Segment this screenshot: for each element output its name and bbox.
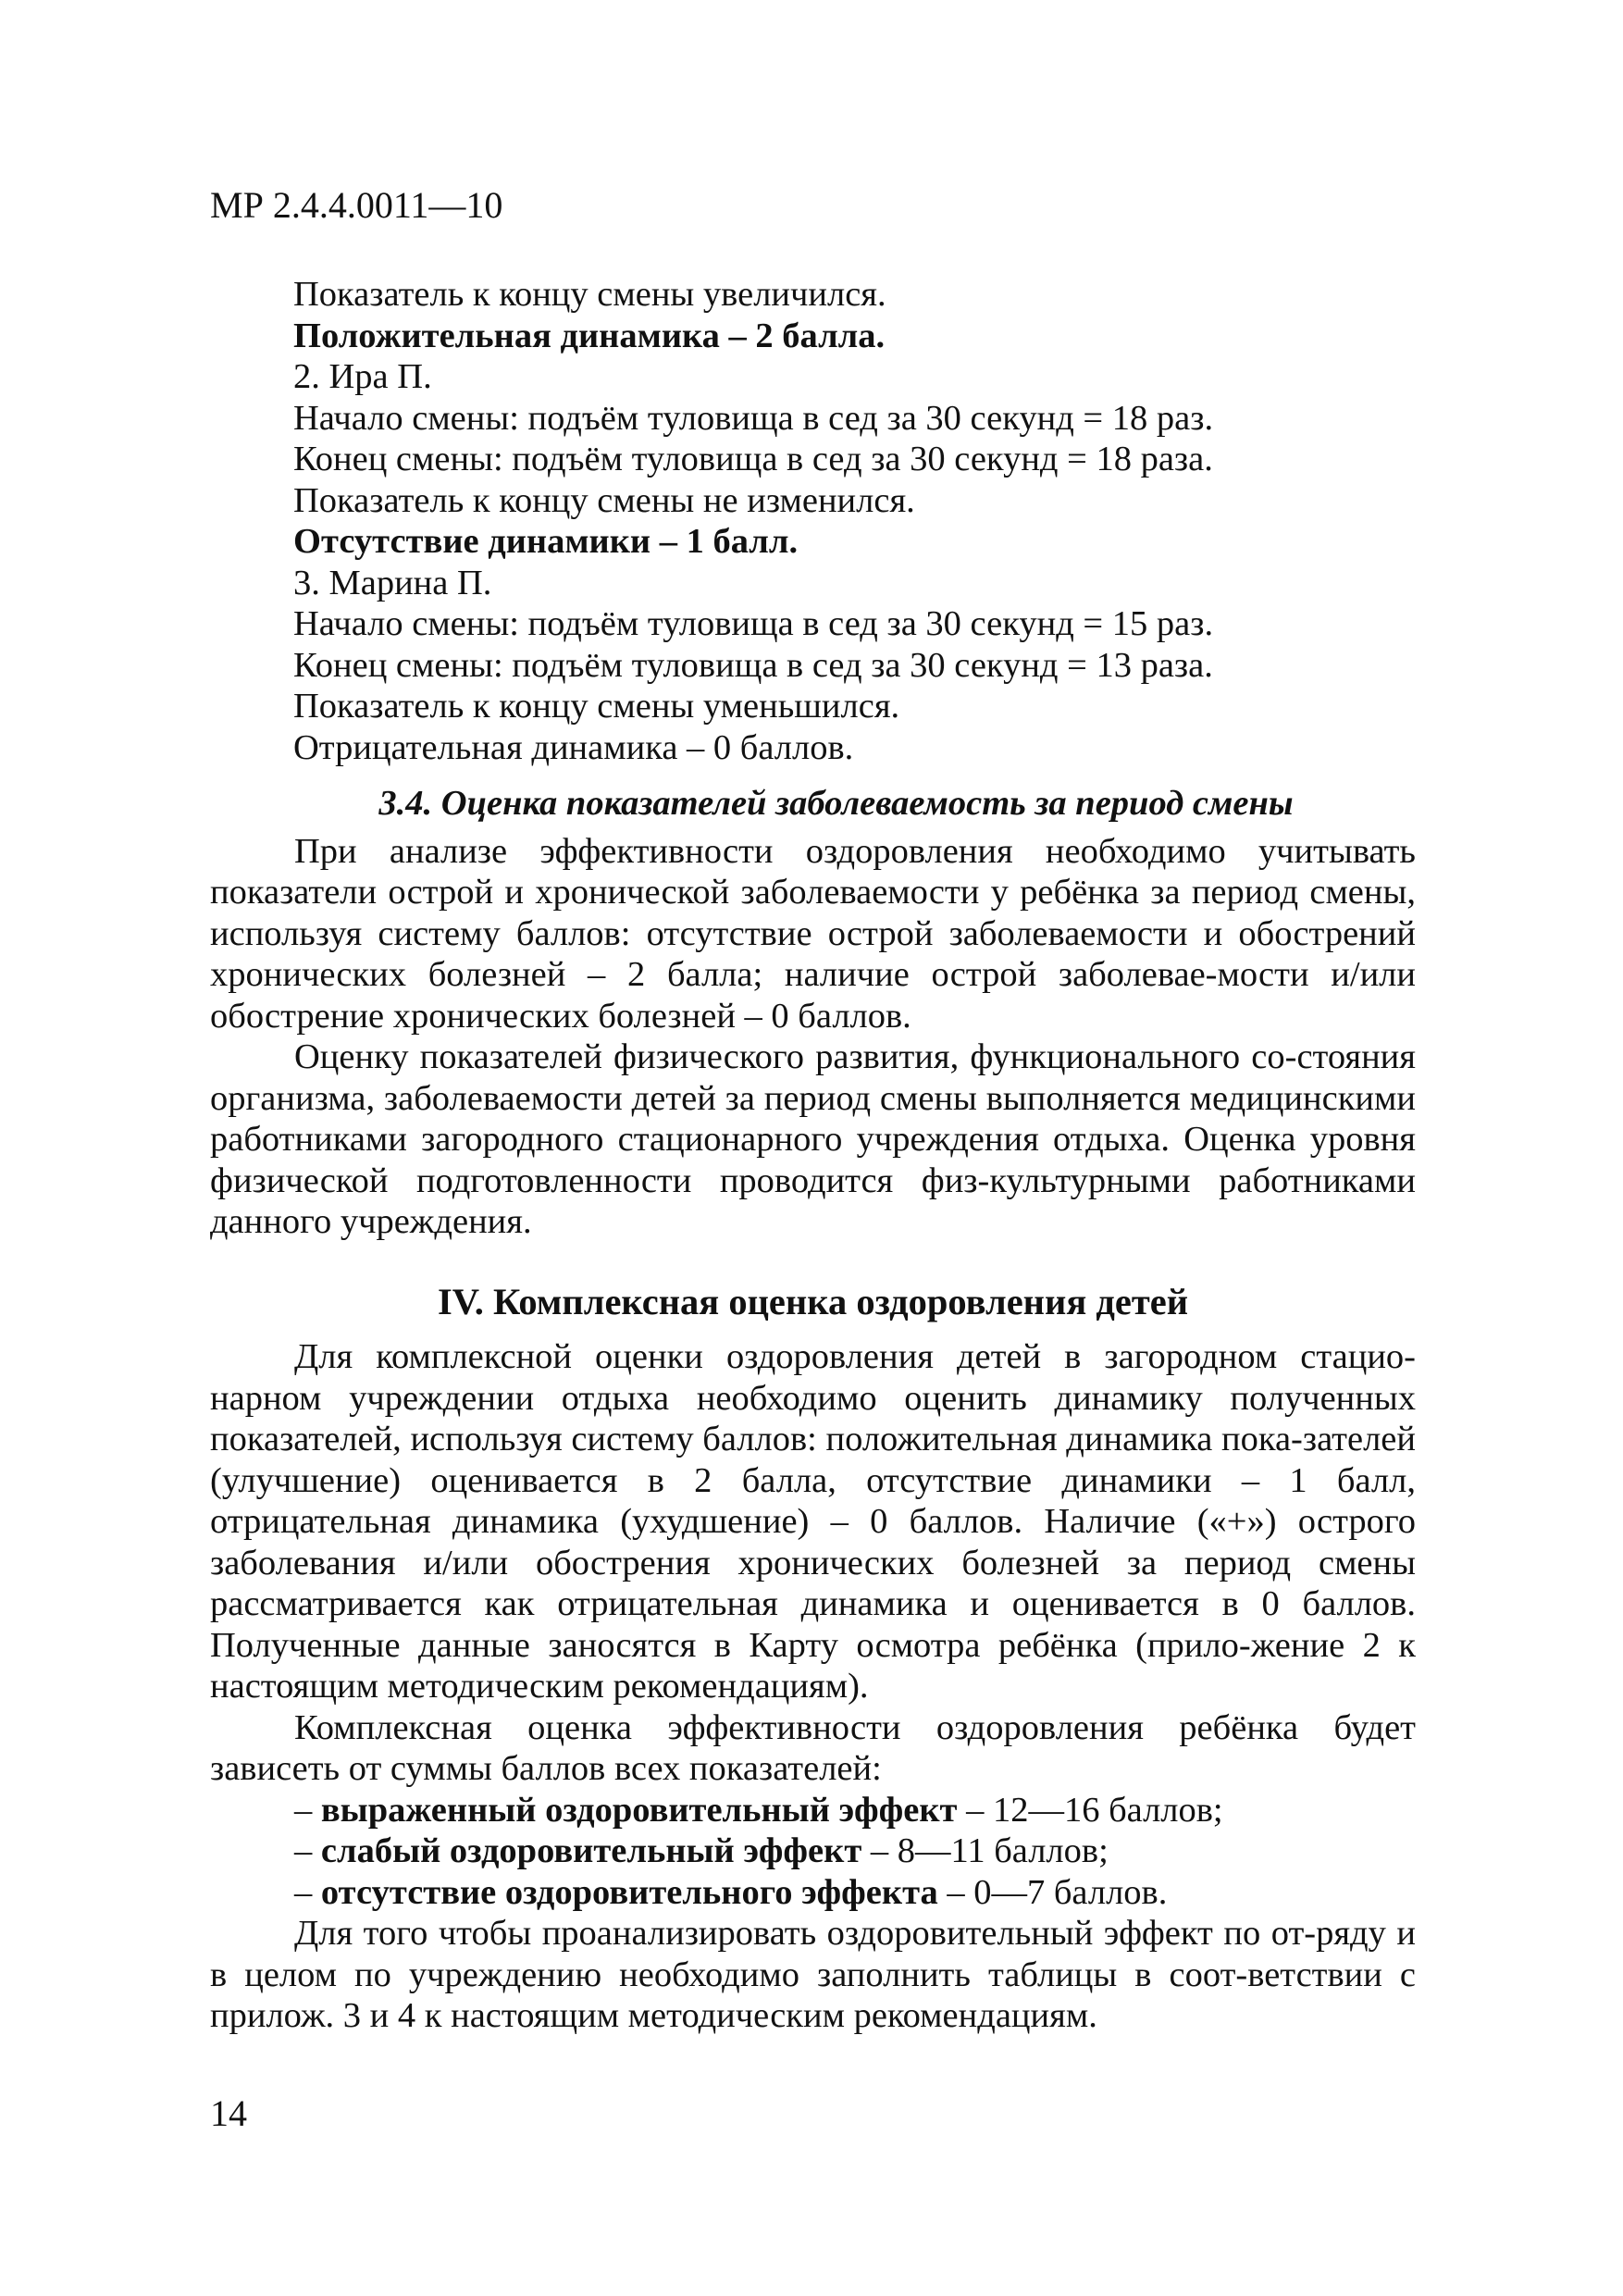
example-result-bold: Отсутствие динамики – 1 балл. — [293, 522, 799, 561]
document-code: МР 2.4.4.0011—10 — [210, 184, 503, 226]
example-line: Показатель к концу смены уменьшился. — [293, 687, 900, 726]
example-line: Начало смены: подъём туловища в сед за 30 секунд = 15 раз. — [293, 604, 1214, 643]
paragraph: Для того чтобы проанализировать оздоровительный эффект по от-ряду и в целом по учреждению необходимо заполнить таблицы в соот-ветствии с прилож. 3 и 4 к настоящим методическим рекомендациям. — [210, 1914, 1416, 2035]
example-line: Показатель к концу смены увеличился. — [293, 275, 886, 314]
list-dash: – — [294, 1790, 321, 1830]
example-line: 3. Марина П. — [293, 563, 492, 602]
list-item — [210, 1790, 1416, 1831]
list-dash: – — [294, 1872, 321, 1912]
example-line: Отрицательная динамика – 0 баллов. — [293, 727, 854, 767]
list-item — [210, 1831, 1416, 1872]
paragraph: При анализе эффективности оздоровления необходимо учитывать показатели острой и хронической заболеваемости у ребёнка за период смены, используя систему баллов: отсутствие острой заболеваемости и обострений хронических болезней – 2 балла; наличие острой заболевае-мости и/или обострение хронических болезней – 0 баллов. — [210, 831, 1416, 1036]
list-value: – 8—11 баллов; — [861, 1831, 1109, 1870]
list-term: выраженный оздоровительный эффект — [320, 1790, 958, 1830]
example-line: Начало смены: подъём туловища в сед за 30 секунд = 18 раз. — [293, 398, 1214, 438]
example-result-bold: Положительная динамика – 2 балла. — [293, 316, 886, 355]
paragraph: Комплексная оценка эффективности оздоровления ребёнка будет зависеть от суммы баллов всех показателей: — [210, 1707, 1416, 1788]
example-line: Показатель к концу смены не изменился. — [293, 480, 915, 520]
section-title: IV. Комплексная оценка оздоровления детей — [437, 1281, 1189, 1322]
page-number: 14 — [210, 2092, 247, 2134]
example-line: Конец смены: подъём туловища в сед за 30 секунд = 13 раза. — [293, 645, 1213, 685]
example-results — [293, 274, 1441, 768]
subsection-heading: 3.4. Оценка показателей заболеваемость за период смены — [378, 784, 1294, 823]
list-term: отсутствие оздоровительного эффекта — [320, 1872, 938, 1912]
section-3-4 — [210, 783, 1416, 1243]
paragraph: Оценку показателей физического развития, функционального со-стояния организма, заболеваемости детей за период смены выполняется медицинскими работниками загородного стационарного учреждения отдыха. Оценка уровня физической подготовленности проводится физ-культурными работниками данного учреждения. — [210, 1037, 1416, 1241]
list-dash: – — [294, 1831, 321, 1870]
example-line: Конец смены: подъём туловища в сед за 30 секунд = 18 раза. — [293, 440, 1213, 478]
list-value: – 12—16 баллов; — [957, 1790, 1223, 1830]
list-term: слабый оздоровительный эффект — [320, 1831, 862, 1870]
example-line: 2. Ира П. — [293, 357, 432, 396]
section-4-body — [210, 1336, 1416, 2037]
list-value: – 0—7 баллов. — [937, 1872, 1168, 1912]
list-item — [210, 1872, 1416, 1914]
paragraph: Для комплексной оценки оздоровления детей в загородном стацио-нарном учреждении отдыха необходимо оценить динамику полученных показателей, используя систему баллов: положительная динамика пока-зателей (улучшение) оценивается в 2 балла, отсутствие динамики – 1 балл, отрицательная динамика (ухудшение) – 0 баллов. Наличие («+») острого заболевания и/или обострения хронических болезней за период смены рассматривается как отрицательная динамика и оценивается в 0 баллов. Полученные данные заносятся в Карту осмотра ребёнка (прило-жение 2 к настоящим методическим рекомендациям). — [210, 1337, 1416, 1706]
